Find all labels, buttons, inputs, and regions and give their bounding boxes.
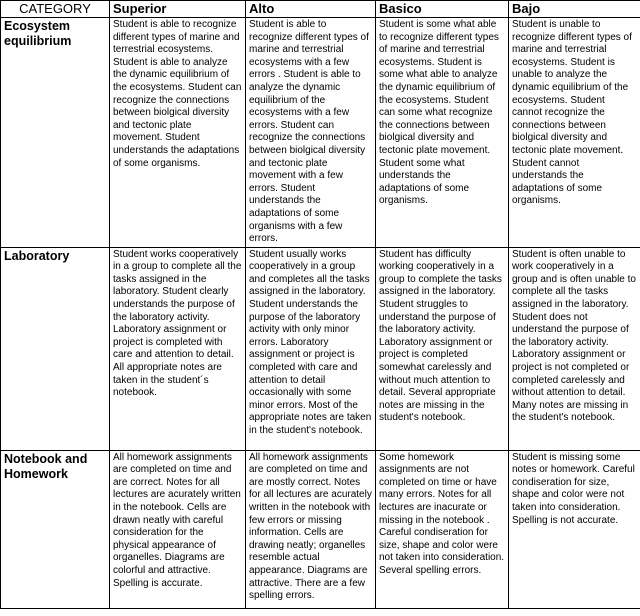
row-category-label: Notebook and Homework <box>1 450 110 608</box>
rubric-cell-superior: Student is able to recognize different types of marine and terrestrial ecosystems. Student is able to analyze the dynamic equilibrium of the ecosystems. Student can recognize the connections between biolgical diversity and tectonic plate movement. Student understands the adaptations of some organisms. <box>110 18 246 248</box>
rubric-cell-basico: Some homework assignments are not completed on time or have many errors. Notes for all lectures are inacurate or missing in the notebook . Careful condiseration for size, shape and color were not taken into consideration. Several spelling errors. <box>376 450 509 608</box>
rubric-cell-bajo: Student is often unable to work cooperatively in a group and is often unable to complete all the tasks assigned in the laboratory. Student does not understand the purpose of the laboratory activity. Laboratory assignment or project is not completed or completed carelessly and without attention to detail. Many notes are missing in the student's notebook. <box>509 247 640 450</box>
header-level-basico: Basico <box>376 1 509 18</box>
rubric-cell-bajo: Student is unable to recognize different types of marine and terrestrial ecosystems. Student is unable to analyze the dynamic equilibrium of the ecosystems. Student cannot recognize the connections between biolgical diversity and tectonic plate movement. Student cannot understands the adaptations of some organisms. <box>509 18 640 248</box>
rubric-cell-bajo: Student is missing some notes or homework. Careful condiseration for size, shape and color were not taken into consideration. Spelling is not accurate. <box>509 450 640 608</box>
rubric-cell-alto: Student is able to recognize different types of marine and terrestrial ecosystems with a few errors . Student is able to analyze the dynamic equilibrium of the ecosystems with a few errors. Student can recognize the connections between biolgical diversity and tectonic plate movement with a few errors. Student understands the adaptations of some organisms with a few errors. <box>246 18 376 248</box>
header-level-alto: Alto <box>246 1 376 18</box>
rubric-cell-alto: All homework assignments are completed on time and are mostly correct. Notes for all lectures are acurately written in the notebook with few errors or missing information. Cells are drawing neatly; organelles resemble actual appearance. Diagrams are attractive. There are a few spelling errors. <box>246 450 376 608</box>
rubric-row-notebook-homework <box>1 450 640 608</box>
row-category-label: Laboratory <box>1 247 110 450</box>
header-category: CATEGORY <box>1 1 110 18</box>
rubric-row-ecosystem <box>1 18 640 248</box>
rubric-cell-basico: Student has difficulty working cooperatively in a group to complete the tasks assigned in the laboratory. Student struggles to understand the purpose of the laboratory activity. Laboratory assignment or project is completed somewhat carelessly and without much attention to detail. Several appropriate notes are missing in the student's notebook. <box>376 247 509 450</box>
rubric-cell-basico: Student is some what able to recognize different types of marine and terrestrial ecosystems. Student is some what able to analyze the dynamic equilibrium of the ecosystems. Student can some what recognize the connections between biolgical diversity and tectonic plate movement. Student some what understands the adaptations of some organisms. <box>376 18 509 248</box>
header-row <box>1 1 640 18</box>
rubric-cell-superior: Student works cooperatively in a group to complete all the tasks assigned in the laboratory. Student clearly understands the purpose of the laboratory activity. Laboratory assignment or project is completed with care and attention to detail. All appropriate notes are taken in the student´s notebook. <box>110 247 246 450</box>
rubric-cell-superior: All homework assignments are completed on time and are correct. Notes for all lectures are acurately written in the notebook. Cells are drawn neatly with careful consideration for the physical appearance of organelles. Diagrams are colorful and attractive. Spelling is accurate. <box>110 450 246 608</box>
rubric-cell-alto: Student usually works cooperatively in a group and completes all the tasks assigned in the laboratory. Student understands the purpose of the laboratory activity with only minor errors. Laboratory assignment or project is completed with care and attention to detail occasionally with some minor errors. Most of the appropriate notes are taken in the student's notebook. <box>246 247 376 450</box>
rubric-row-laboratory <box>1 247 640 450</box>
header-level-superior: Superior <box>110 1 246 18</box>
row-category-label: Ecosystem equilibrium <box>1 18 110 248</box>
header-level-bajo: Bajo <box>509 1 640 18</box>
